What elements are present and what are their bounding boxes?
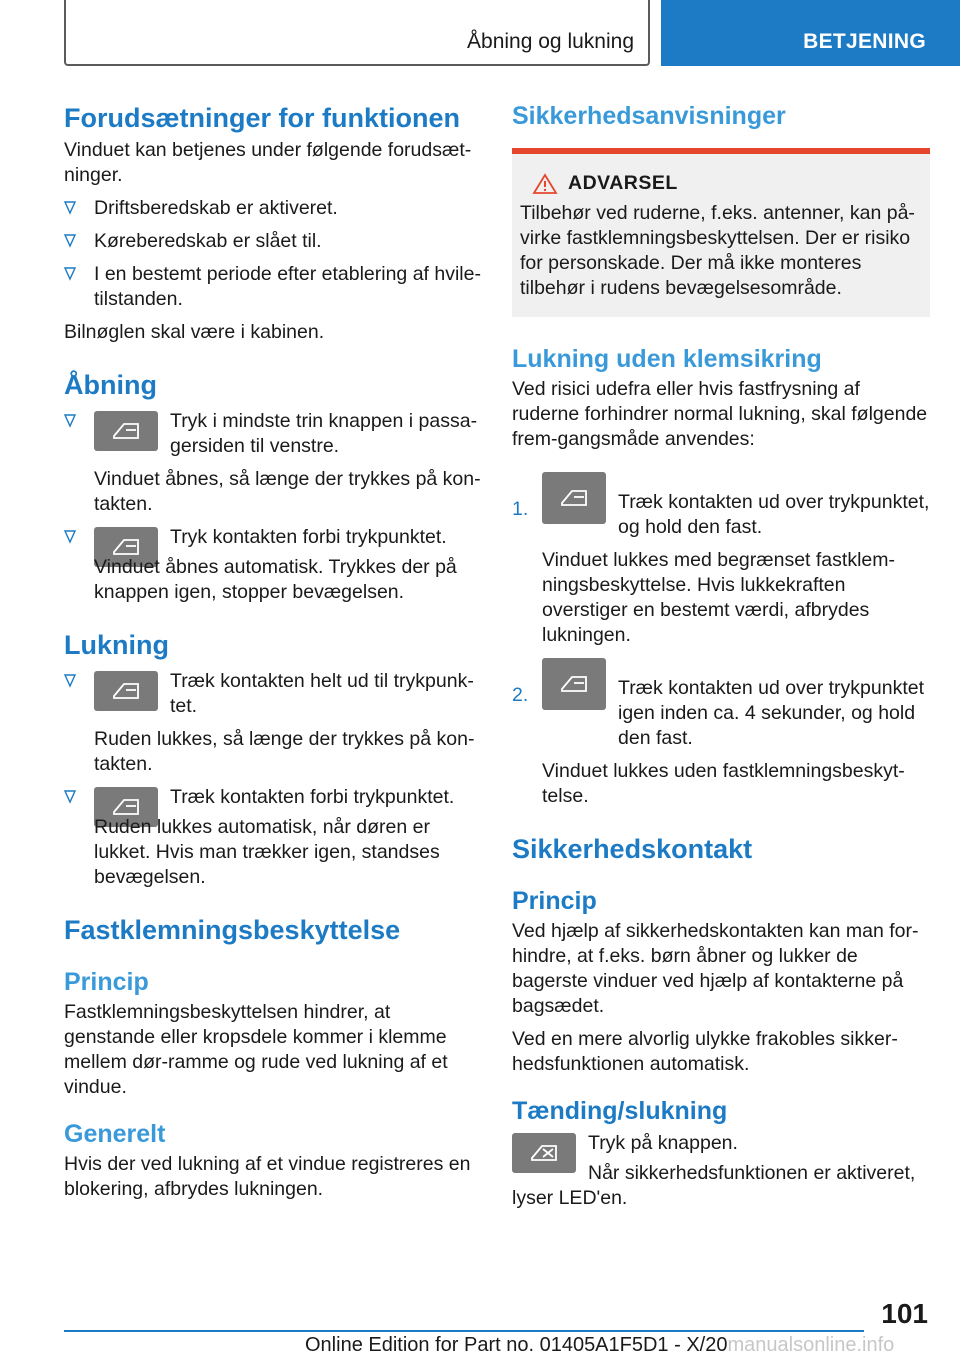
window-switch-icon bbox=[94, 411, 158, 451]
list-item-text: Køreberedskab er slået til. bbox=[94, 230, 322, 252]
list-item bbox=[64, 669, 482, 777]
right-column bbox=[512, 100, 930, 1219]
principle-text: Fastklemningsbeskyttelsen hindrer, at genstande eller kropsdele kommer i klemme mellem dør-ramme og rude ved lukning af et vindue. bbox=[64, 1001, 448, 1098]
list-item-text: Driftsberedskab er aktiveret. bbox=[94, 197, 338, 219]
step-number: 2. bbox=[512, 684, 529, 706]
triangle-bullet-icon bbox=[64, 790, 76, 804]
triangle-bullet-icon bbox=[64, 414, 76, 428]
triangle-bullet-icon bbox=[64, 234, 76, 248]
triangle-bullet-icon bbox=[64, 674, 76, 688]
warning-box bbox=[512, 148, 930, 317]
step-action: Træk kontakten ud over trykpunktet, og hold den fast. bbox=[618, 491, 930, 538]
step-action: Træk kontakten ud over trykpunktet igen inden ca. 4 sekunder, og hold den fast. bbox=[618, 677, 925, 749]
step-result: Vinduet lukkes uden fastklemningsbeskyt-telse. bbox=[542, 760, 905, 807]
header-section: BETJENING bbox=[803, 30, 926, 53]
footer-edition bbox=[305, 1334, 894, 1357]
open-step-result: Vinduet åbnes, så længe der trykkes på kon-takten. bbox=[94, 468, 481, 515]
noclamp-intro: Ved risici udefra eller hvis fastfrysning af ruderne forhindrer normal lukning, skal følgende frem-gangsmåde anvendes: bbox=[512, 378, 928, 450]
list-item bbox=[64, 409, 482, 517]
list-item bbox=[512, 470, 930, 648]
triangle-bullet-icon bbox=[64, 267, 76, 281]
list-item bbox=[64, 262, 482, 312]
triangle-bullet-icon bbox=[64, 201, 76, 215]
heading-general: Generelt bbox=[64, 1120, 166, 1148]
general-text: Hvis der ved lukning af et vindue registreres en blokering, afbrydes lukningen. bbox=[64, 1153, 471, 1200]
warning-title: ADVARSEL bbox=[568, 172, 678, 194]
heading-opening: Åbning bbox=[64, 370, 157, 400]
list-item bbox=[512, 656, 930, 809]
onoff-action: Tryk på knappen. bbox=[588, 1132, 738, 1154]
heading-on-off: Tænding/slukning bbox=[512, 1097, 728, 1125]
heading-principle: Princip bbox=[64, 968, 149, 996]
onoff-result: Når sikkerhedsfunktionen er aktiveret, lyser LED'en. bbox=[512, 1162, 916, 1209]
heading-safety: Sikkerhedsanvisninger bbox=[512, 102, 786, 130]
heading-closing-without-pinch: Lukning uden klemsikring bbox=[512, 345, 822, 373]
open-step-action: Tryk kontakten forbi trykpunktet. bbox=[170, 526, 447, 548]
list-item bbox=[64, 525, 482, 605]
list-item bbox=[64, 785, 482, 890]
closing-list bbox=[64, 669, 482, 890]
window-switch-icon bbox=[94, 671, 158, 711]
triangle-bullet-icon bbox=[64, 530, 76, 544]
close-step-result: Ruden lukkes automatisk, når døren er lukket. Hvis man trækker igen, standses bevægelsen. bbox=[94, 816, 440, 888]
prereq-list bbox=[64, 196, 482, 312]
warning-triangle-icon bbox=[532, 173, 558, 195]
window-switch-icon bbox=[542, 472, 606, 524]
heading-principle: Princip bbox=[512, 887, 597, 915]
heading-pinch-protection: Fastklemningsbeskyttelse bbox=[64, 915, 401, 945]
page-number: 101 bbox=[881, 1298, 928, 1329]
close-step-action: Træk kontakten helt ud til trykpunk-tet. bbox=[170, 670, 474, 717]
list-item bbox=[64, 196, 482, 221]
heading-safety-switch: Sikkerhedskontakt bbox=[512, 834, 753, 864]
close-step-action: Træk kontakten forbi trykpunktet. bbox=[170, 786, 455, 808]
header-title-box bbox=[64, 0, 650, 66]
footer-divider bbox=[64, 1330, 864, 1332]
header-section-tab bbox=[661, 0, 960, 66]
heading-closing: Lukning bbox=[64, 630, 169, 660]
heading-prerequisites: Forudsætninger for funktionen bbox=[64, 103, 460, 133]
left-column bbox=[64, 100, 482, 1210]
open-step-action: Tryk i mindste trin knappen i passa-gersiden til venstre. bbox=[170, 410, 478, 457]
window-switch-icon bbox=[542, 658, 606, 710]
principle-text: Ved hjælp af sikkerhedskontakten kan man for-hindre, at f.eks. børn åbner og lukker de bagerste vinduer ved hjælp af kontakterne på bagsædet. bbox=[512, 920, 919, 1017]
principle-text: Ved en mere alvorlig ulykke frakobles sikker-hedsfunktionen automatisk. bbox=[512, 1028, 898, 1075]
noclamp-steps bbox=[512, 470, 930, 809]
list-item bbox=[64, 229, 482, 254]
header-title: Åbning og lukning bbox=[467, 30, 634, 53]
opening-list bbox=[64, 409, 482, 605]
watermark: manualsonline.info bbox=[727, 1334, 895, 1356]
step-result: Vinduet lukkes med begrænset fastklem-ningsbeskyttelse. Hvis lukkekraften overstiger en bestemt værdi, afbrydes lukningen. bbox=[542, 549, 895, 646]
prereq-intro: Vinduet kan betjenes under følgende forudsæt-ninger. bbox=[64, 139, 472, 186]
open-step-result: Vinduet åbnes automatisk. Trykkes der på knappen igen, stopper bevægelsen. bbox=[94, 556, 457, 603]
list-item-text: I en bestemt periode efter etablering af hvile-tilstanden. bbox=[94, 263, 481, 310]
edition-text: Online Edition for Part no. 01405A1F5D1 - X/20 bbox=[305, 1334, 728, 1356]
warning-text: Tilbehør ved ruderne, f.eks. antenner, kan på-virke fastklemningsbeskyttelsen. Der er risiko for personskade. Der må ikke monteres tilbehør i rudens bevægelsesområde. bbox=[520, 202, 915, 299]
close-step-result: Ruden lukkes, så længe der trykkes på kon-takten. bbox=[94, 728, 475, 775]
step-number: 1. bbox=[512, 498, 529, 520]
safety-switch-icon bbox=[512, 1133, 576, 1173]
prereq-note: Bilnøglen skal være i kabinen. bbox=[64, 321, 325, 343]
